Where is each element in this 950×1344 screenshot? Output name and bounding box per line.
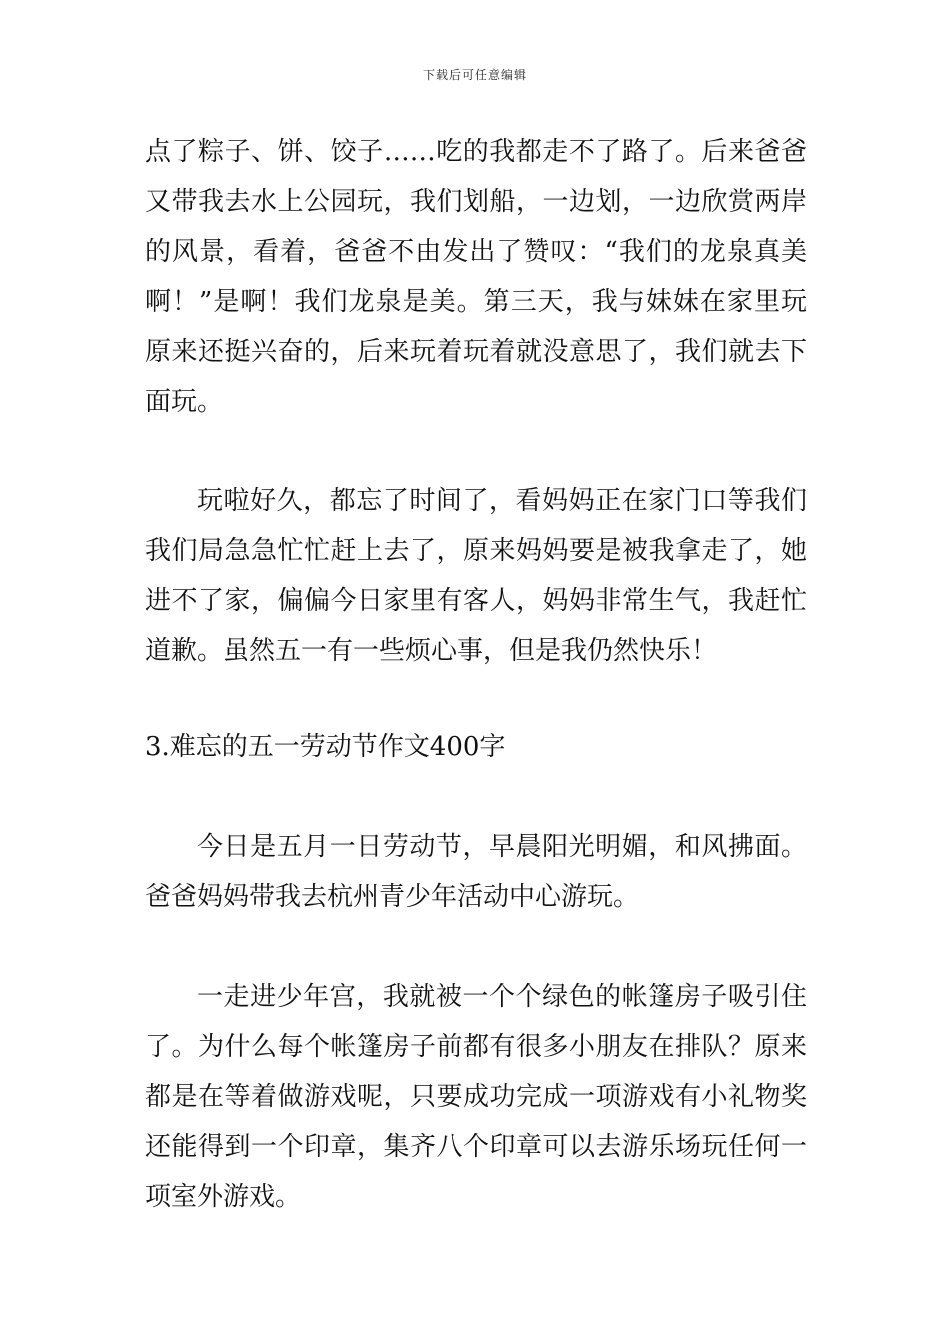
paragraph-1: 点了粽子、饼、饺子……吃的我都走不了路了。后来爸爸又带我去水上公园玩，我们划船，一边划，一边欣赏两岸的风景，看着，爸爸不由发出了赞叹：“我们的龙泉真美啊！”是啊！我们龙泉是美。第三天，我与妹妹在家里玩原来还挺兴奋的，后来玩着玩着就没意思了，我们就去下面玩。 bbox=[145, 137, 807, 417]
section-paragraph-1: 今日是五月一日劳动节，早晨阳光明媚，和风拂面。爸爸妈妈带我去杭州青少年活动中心游玩。 bbox=[145, 832, 807, 912]
page-header: 下载后可任意编辑 bbox=[422, 68, 527, 82]
section-paragraph-2: 一走进少年宫，我就被一个个绿色的帐篷房子吸引住了。为什么每个帐篷房子前都有很多小朋友在排队？原来都是在等着做游戏呢，只要成功完成一项游戏有小礼物奖还能得到一个印章，集齐八个印章可以去游乐场玩任何一项室外游戏。 bbox=[145, 982, 807, 1212]
paragraph-2: 玩啦好久，都忘了时间了，看妈妈正在家门口等我们我们局急急忙忙赶上去了，原来妈妈要是被我拿走了，她进不了家，偏偏今日家里有客人，妈妈非常生气，我赶忙道歉。虽然五一有一些烦心事，但是我仍然快乐！ bbox=[145, 486, 807, 666]
section-heading: 3.难忘的五一劳动节作文400字 bbox=[145, 732, 506, 762]
